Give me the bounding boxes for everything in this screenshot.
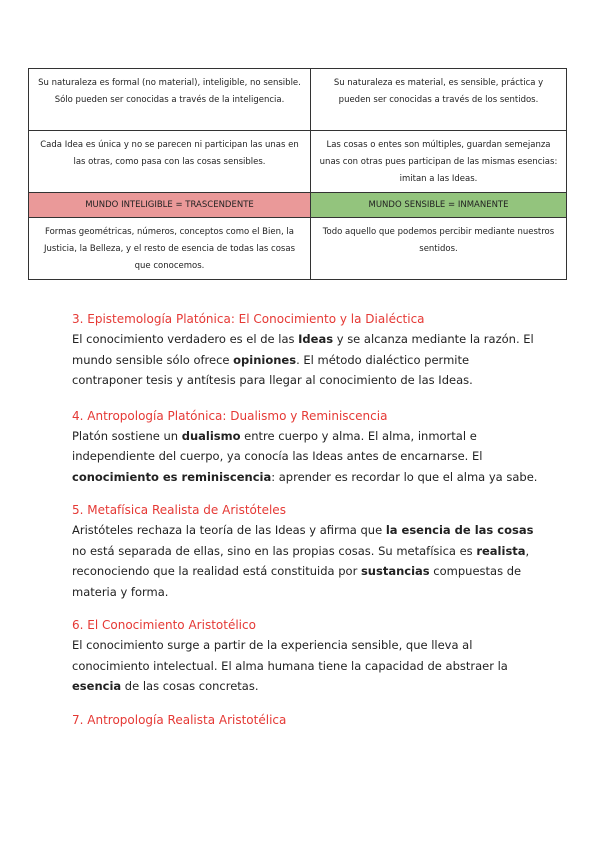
bold-term: realista <box>476 543 526 558</box>
body-text: compuestas de materia y forma. <box>72 564 522 599</box>
body-text: Platón sostiene un <box>72 428 182 443</box>
body-text: Aristóteles rechaza la teoría de las Ideas y afirma que <box>72 523 386 537</box>
section <box>72 310 542 391</box>
bold-term: esencia <box>72 679 122 693</box>
section <box>72 407 542 488</box>
body-text: de las cosas concretas. <box>121 679 259 693</box>
section-body <box>72 426 542 488</box>
section-body <box>72 520 542 602</box>
bold-term: dualismo <box>181 428 241 443</box>
table-cell: Todo aquello que podemos percibir mediante nuestros sentidos. <box>311 218 567 280</box>
bold-term: Ideas <box>298 332 334 346</box>
section <box>72 616 542 697</box>
table-cell: Su naturaleza es formal (no material), inteligible, no sensible. Sólo pueden ser conocidas a través de la inteligencia. <box>29 69 311 131</box>
table-cell: Cada Idea es única y no se parecen ni participan las unas en las otras, como pasa con las cosas sensibles. <box>29 131 311 193</box>
bold-term: sustancias <box>360 564 430 578</box>
section-body <box>72 329 542 391</box>
body-text: no está separada de ellas, sino en las propias cosas. Su metafísica es <box>72 543 477 558</box>
body-text: El conocimiento surge a partir de la experiencia sensible, que lleva al conocimiento intelectual. El alma humana tiene la capacidad de abstraer la <box>72 638 508 673</box>
sections-container <box>72 310 542 744</box>
header-intelligible-world: MUNDO INTELIGIBLE = TRASCENDENTE <box>29 193 311 218</box>
table-cell: Su naturaleza es material, es sensible, práctica y pueden ser conocidas a través de los sentidos. <box>311 69 567 131</box>
bold-term: conocimiento es reminiscencia <box>72 469 272 484</box>
section-title: 4. Antropología Platónica: Dualismo y Reminiscencia <box>72 408 388 423</box>
section-title: 5. Metafísica Realista de Aristóteles <box>72 503 286 517</box>
table-cell: Las cosas o entes son múltiples, guardan semejanza unas con otras pues participan de las mismas esencias: imitan a las Ideas. <box>311 131 567 193</box>
table-cell: Formas geométricas, números, conceptos como el Bien, la Justicia, la Belleza, y el resto de esencia de todas las cosas que conocemos. <box>29 218 311 280</box>
body-text: entre cuerpo y alma. El alma, inmortal e independiente del cuerpo, ya conocía las Ideas antes de encarnarse. El <box>72 428 483 463</box>
body-text: . El método dialéctico permite contraponer tesis y antítesis para llegar al conocimiento de las Ideas. <box>72 352 473 387</box>
section-title: 6. El Conocimiento Aristotélico <box>72 618 256 632</box>
comparison-table <box>28 68 567 280</box>
section <box>72 501 542 602</box>
body-text: : aprender es recordar lo que el alma ya sabe. <box>271 469 538 484</box>
bold-term: opiniones <box>233 352 297 367</box>
table-header-row <box>29 193 567 218</box>
header-sensible-world: MUNDO SENSIBLE = INMANENTE <box>311 193 567 218</box>
bold-term: la esencia de las cosas <box>385 523 534 537</box>
body-text: y se alcanza mediante la razón. El mundo sensible sólo ofrece <box>72 332 534 367</box>
section-title: 7. Antropología Realista Aristotélica <box>72 712 287 727</box>
section <box>72 711 542 730</box>
body-text: El conocimiento verdadero es el de las <box>72 332 299 346</box>
table-row <box>29 69 567 131</box>
section-body <box>72 635 542 697</box>
body-text: , reconociendo que la realidad está constituida por <box>72 543 530 578</box>
table-row <box>29 218 567 280</box>
section-title: 3. Epistemología Platónica: El Conocimiento y la Dialéctica <box>72 312 425 326</box>
table-row <box>29 131 567 193</box>
